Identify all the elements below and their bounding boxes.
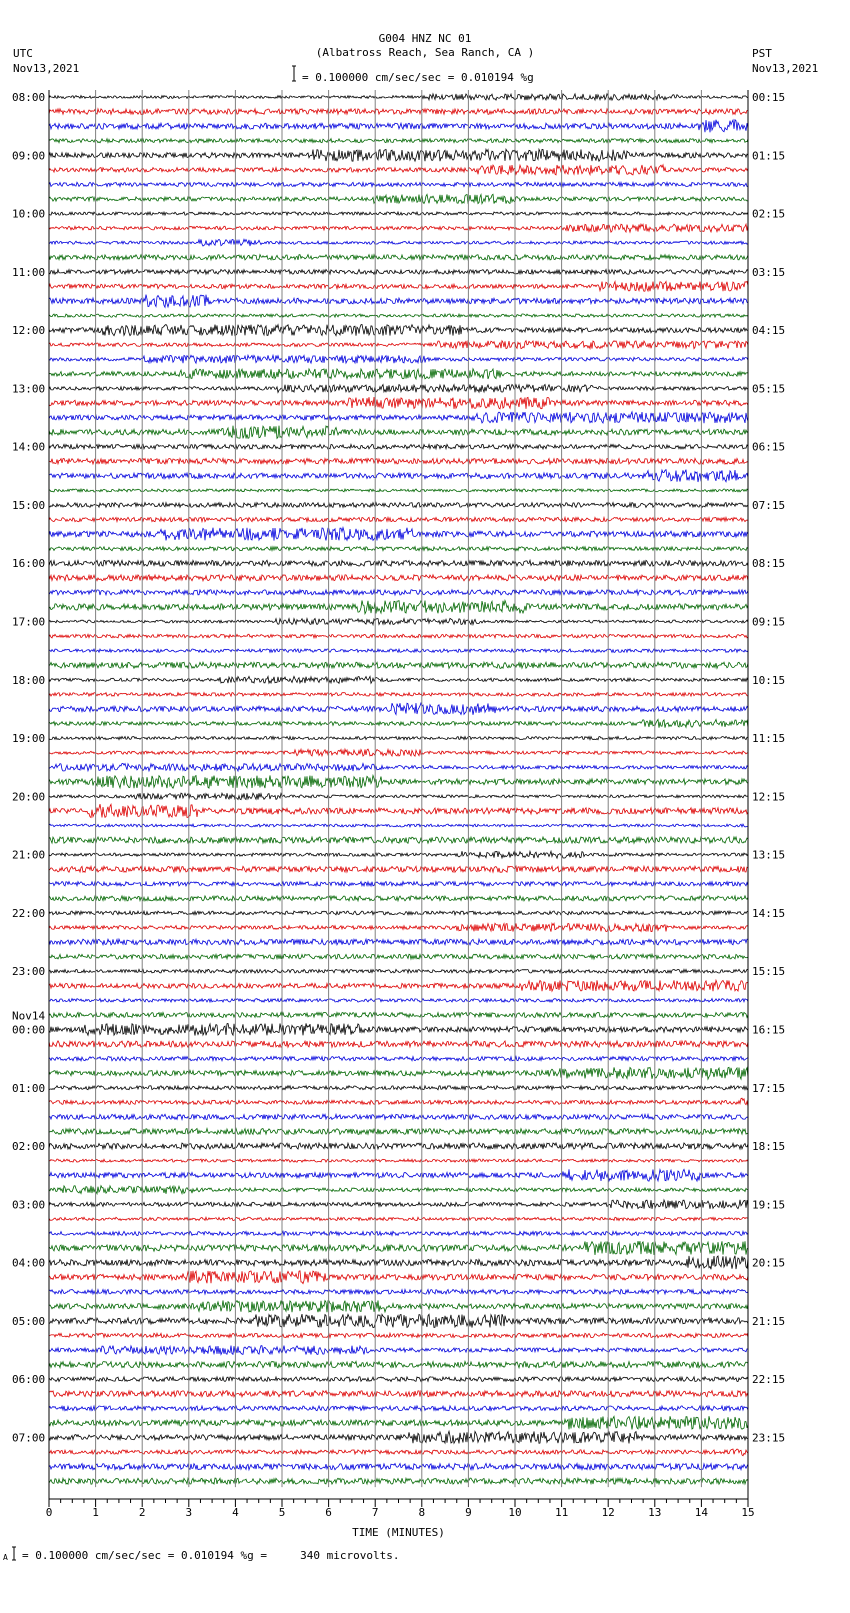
- x-tick-label: 6: [325, 1506, 332, 1519]
- right-hour-label: 19:15: [752, 1198, 786, 1212]
- trace-line: [49, 1431, 748, 1443]
- x-tick-label: 4: [232, 1506, 239, 1519]
- trace-line: [49, 1023, 748, 1035]
- trace-line: [49, 470, 748, 482]
- trace-line: [49, 149, 748, 161]
- x-tick-label: 14: [694, 1506, 709, 1519]
- trace-line: [49, 1406, 748, 1411]
- left-hour-label: 02:00: [12, 1140, 46, 1154]
- x-tick-label: 0: [45, 1506, 53, 1519]
- right-hour-label: 01:15: [752, 149, 786, 163]
- trace-group: [49, 94, 748, 1484]
- trace-line: [49, 851, 748, 858]
- trace-line: [49, 517, 748, 521]
- left-hour-label: 08:00: [12, 91, 46, 104]
- trace-line: [49, 954, 748, 959]
- trace-line: [49, 1391, 748, 1397]
- trace-line: [49, 224, 748, 232]
- left-hour-label: 01:00: [12, 1081, 46, 1095]
- left-hour-label: 07:00: [12, 1431, 46, 1445]
- x-tick-label: 11: [554, 1506, 569, 1519]
- right-hour-label: 22:15: [752, 1373, 786, 1387]
- trace-line: [49, 1333, 748, 1337]
- trace-line: [49, 749, 748, 756]
- left-hour-label: 22:00: [12, 906, 46, 920]
- trace-line: [49, 1241, 748, 1255]
- trace-line: [49, 212, 748, 215]
- day-change-label: Nov14: [12, 1009, 46, 1023]
- left-hour-label: 12:00: [12, 324, 46, 338]
- trace-line: [49, 325, 748, 336]
- right-hour-label: 11:15: [752, 732, 786, 746]
- right-hour-label: 02:15: [752, 207, 786, 221]
- right-hour-label: 16:15: [752, 1023, 786, 1037]
- trace-line: [49, 763, 748, 771]
- trace-line: [49, 969, 748, 973]
- right-hour-label: 00:15: [752, 91, 786, 104]
- trace-line: [49, 693, 748, 697]
- x-tick-label: 10: [508, 1506, 522, 1519]
- trace-line: [49, 676, 748, 683]
- right-hour-label: 21:15: [752, 1314, 786, 1328]
- x-tick-label: 8: [418, 1506, 426, 1519]
- trace-line: [49, 1300, 748, 1312]
- trace-line: [49, 270, 748, 275]
- utc-date: Nov13,2021: [13, 62, 80, 75]
- trace-line: [49, 1217, 748, 1220]
- trace-line: [49, 911, 748, 915]
- trace-line: [49, 1186, 748, 1194]
- right-hour-label: 13:15: [752, 848, 786, 862]
- trace-line: [49, 194, 748, 203]
- trace-line: [49, 239, 748, 246]
- trace-line: [49, 923, 748, 931]
- trace-line: [49, 528, 748, 541]
- pst-label: PST: [752, 47, 772, 60]
- trace-line: [49, 1143, 748, 1149]
- left-hour-label: 19:00: [12, 732, 46, 746]
- footer-scale-text: = 0.100000 cm/sec/sec = 0.010194 %g = 340 microvolts.: [22, 1549, 400, 1562]
- trace-line: [49, 547, 748, 551]
- x-tick-label: 12: [601, 1506, 615, 1519]
- trace-line: [49, 458, 748, 464]
- left-hour-label: 14:00: [12, 440, 46, 454]
- left-hour-label: 11:00: [12, 265, 46, 279]
- trace-line: [49, 355, 748, 363]
- footer-marker: A: [3, 1553, 8, 1562]
- left-hour-label: 05:00: [12, 1314, 46, 1328]
- trace-line: [49, 882, 748, 886]
- right-hour-label: 09:15: [752, 615, 786, 629]
- right-hour-label: 10:15: [752, 673, 786, 687]
- pst-date: Nov13,2021: [752, 62, 819, 75]
- trace-line: [49, 737, 748, 740]
- trace-line: [49, 1416, 748, 1429]
- right-hour-label: 17:15: [752, 1081, 786, 1095]
- left-hour-label: 06:00: [12, 1373, 46, 1387]
- trace-line: [49, 1271, 748, 1284]
- trace-line: [49, 295, 748, 308]
- trace-line: [49, 824, 748, 827]
- trace-line: [49, 1289, 748, 1294]
- x-tick-label: 5: [278, 1506, 286, 1519]
- trace-line: [49, 1057, 748, 1061]
- x-tick-label: 1: [92, 1506, 99, 1519]
- trace-line: [49, 575, 748, 581]
- trace-line: [49, 896, 748, 901]
- right-hour-label: 23:15: [752, 1431, 786, 1445]
- trace-line: [49, 719, 748, 727]
- trace-line: [49, 1200, 748, 1209]
- trace-line: [49, 590, 748, 595]
- left-hour-label: 04:00: [12, 1256, 46, 1270]
- trace-line: [49, 1169, 748, 1181]
- trace-line: [49, 980, 748, 991]
- left-hour-label: 13:00: [12, 382, 46, 396]
- left-hour-label: 17:00: [12, 615, 46, 629]
- left-hour-label: 03:00: [12, 1198, 46, 1212]
- trace-line: [49, 793, 748, 800]
- trace-line: [49, 939, 748, 945]
- trace-line: [49, 1067, 748, 1079]
- trace-line: [49, 255, 748, 260]
- trace-line: [49, 618, 748, 624]
- trace-line: [49, 165, 748, 175]
- trace-line: [49, 1098, 748, 1106]
- trace-line: [49, 341, 748, 349]
- right-hour-label: 20:15: [752, 1256, 786, 1270]
- trace-line: [49, 999, 748, 1002]
- trace-line: [49, 1377, 748, 1382]
- left-hour-label: 00:00: [12, 1023, 46, 1037]
- right-hour-label: 15:15: [752, 965, 786, 979]
- trace-line: [49, 397, 748, 409]
- trace-line: [49, 1314, 748, 1328]
- trace-line: [49, 444, 748, 449]
- trace-line: [49, 1346, 748, 1355]
- right-hour-label: 14:15: [752, 906, 786, 920]
- scale-text: = 0.100000 cm/sec/sec = 0.010194 %g: [302, 71, 534, 84]
- trace-line: [49, 703, 748, 715]
- trace-line: [49, 1231, 748, 1235]
- right-hour-label: 08:15: [752, 557, 786, 571]
- trace-line: [49, 662, 748, 668]
- left-hour-label: 09:00: [12, 149, 46, 163]
- trace-line: [49, 182, 748, 186]
- right-hour-label: 12:15: [752, 790, 786, 804]
- right-hour-label: 06:15: [752, 440, 786, 454]
- right-hour-label: 03:15: [752, 265, 786, 279]
- trace-line: [49, 600, 748, 613]
- left-hour-label: 16:00: [12, 557, 46, 571]
- trace-line: [49, 369, 748, 379]
- left-hour-label: 15:00: [12, 498, 46, 512]
- trace-line: [49, 412, 748, 423]
- x-tick-label: 15: [741, 1506, 755, 1519]
- trace-line: [49, 1256, 748, 1270]
- trace-line: [49, 314, 748, 317]
- trace-line: [49, 384, 748, 392]
- trace-line: [49, 1114, 748, 1119]
- trace-line: [49, 634, 748, 638]
- trace-line: [49, 1159, 748, 1162]
- left-hour-label: 20:00: [12, 790, 46, 804]
- trace-line: [49, 503, 748, 508]
- left-hour-label: 10:00: [12, 207, 46, 221]
- trace-line: [49, 1129, 748, 1135]
- trace-line: [49, 1012, 748, 1017]
- trace-line: [49, 109, 748, 115]
- trace-line: [49, 489, 748, 492]
- right-hour-label: 18:15: [752, 1140, 786, 1154]
- chart-title: G004 HNZ NC 01: [378, 32, 472, 45]
- trace-line: [49, 426, 748, 439]
- left-hour-label: 21:00: [12, 848, 46, 862]
- x-axis-label: TIME (MINUTES): [352, 1526, 445, 1539]
- trace-line: [49, 560, 748, 566]
- trace-line: [49, 1449, 748, 1456]
- right-hour-label: 04:15: [752, 324, 786, 338]
- trace-line: [49, 775, 748, 788]
- trace-line: [49, 1361, 748, 1367]
- x-tick-label: 3: [185, 1506, 193, 1519]
- trace-line: [49, 804, 748, 817]
- trace-line: [49, 120, 748, 133]
- right-hour-label: 07:15: [752, 498, 786, 512]
- x-tick-label: 9: [465, 1506, 472, 1519]
- left-hour-label: 23:00: [12, 965, 46, 979]
- trace-line: [49, 649, 748, 652]
- trace-line: [49, 837, 748, 843]
- trace-line: [49, 866, 748, 872]
- trace-line: [49, 282, 748, 292]
- x-tick-label: 2: [138, 1506, 146, 1519]
- trace-line: [49, 94, 748, 100]
- trace-line: [49, 1478, 748, 1484]
- trace-line: [49, 1086, 748, 1090]
- left-hour-label: 18:00: [12, 673, 46, 687]
- right-hour-label: 05:15: [752, 382, 786, 396]
- x-tick-label: 13: [648, 1506, 662, 1519]
- trace-line: [49, 1041, 748, 1047]
- chart-subtitle: (Albatross Reach, Sea Ranch, CA ): [315, 46, 535, 59]
- trace-line: [49, 139, 748, 143]
- trace-line: [49, 1464, 748, 1470]
- utc-label: UTC: [13, 47, 33, 60]
- x-tick-label: 7: [371, 1506, 379, 1519]
